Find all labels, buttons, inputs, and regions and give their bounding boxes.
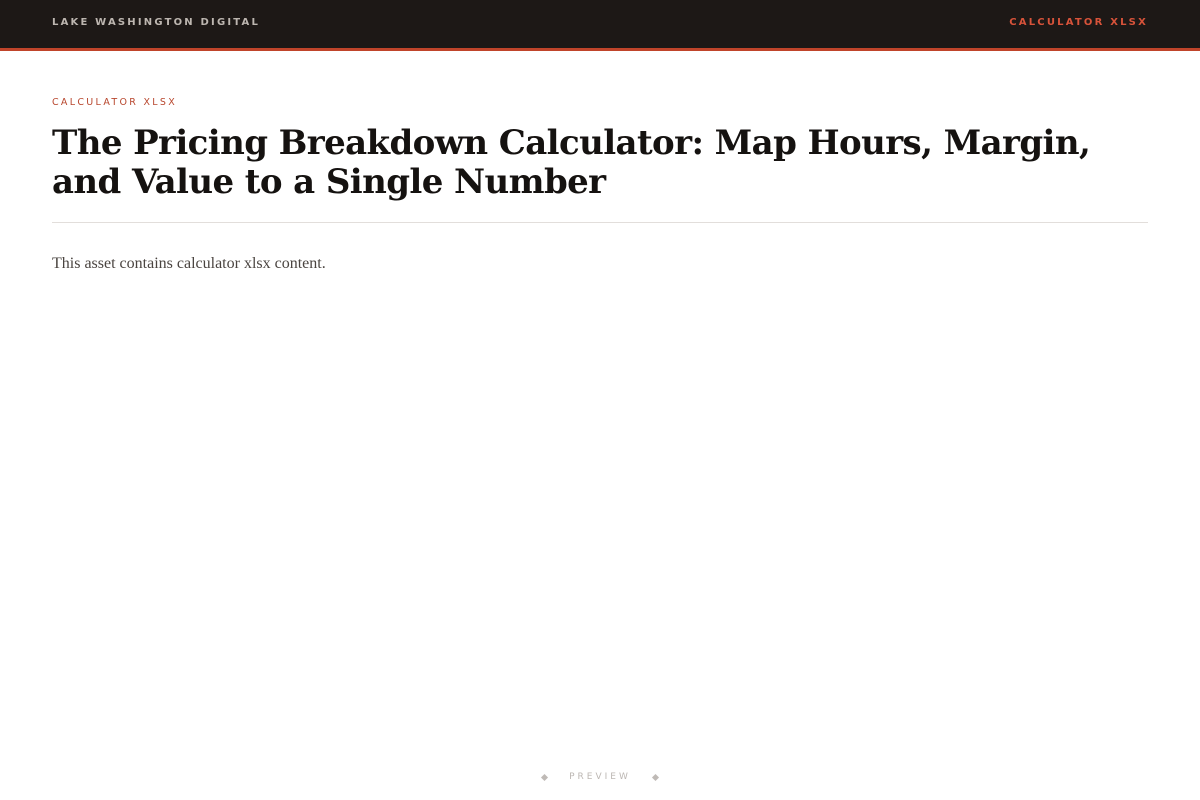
preview-footer (0, 769, 1200, 785)
asset-description: This asset contains calculator xlsx content. (52, 255, 326, 272)
brand-name[interactable]: LAKE WASHINGTON DIGITAL (52, 17, 261, 28)
diamond-icon (652, 773, 659, 780)
header-category-tag: CALCULATOR XLSX (1009, 17, 1148, 28)
diamond-icon (541, 773, 548, 780)
category-eyebrow: CALCULATOR XLSX (52, 97, 178, 108)
preview-label: PREVIEW (569, 772, 631, 782)
page-title: The Pricing Breakdown Calculator: Map Hours, Margin, and Value to a Single Number (52, 123, 1091, 202)
top-bar (0, 0, 1200, 51)
divider (52, 222, 1148, 223)
